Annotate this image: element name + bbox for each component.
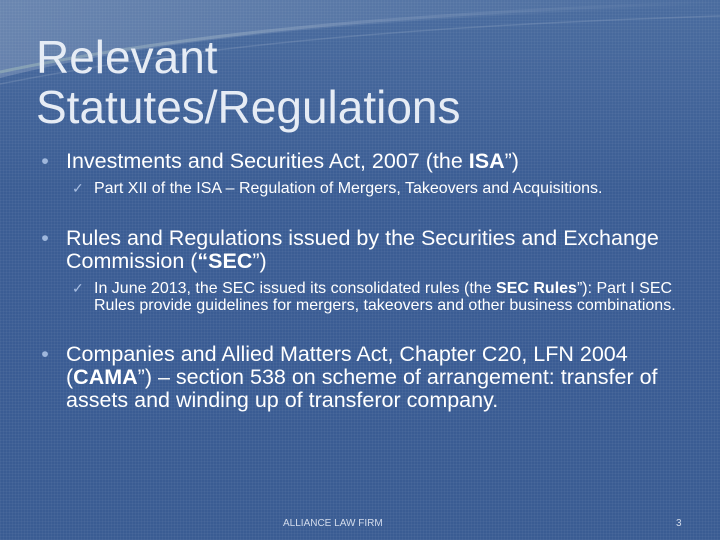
slide-body — [30, 150, 695, 412]
bullet-cama: • Companies and Allied Matters Act, Chapter C20, LFN 2004 (CAMA”) – section 538 on scheme of arrangement: transfer of assets and winding up of transferor company. — [30, 343, 695, 412]
bullet-dot-icon: • — [41, 342, 49, 366]
title-line-2: Statutes/Regulations — [36, 81, 461, 133]
title-line-1: Relevant — [36, 31, 218, 83]
footer-firm-name: ALLIANCE LAW FIRM — [283, 518, 383, 529]
sub-bullet-sec-2013: ✓ In June 2013, the SEC issued its consolidated rules (the SEC Rules”): Part I SEC Rules provide guidelines for mergers, takeovers and other business combinations. — [72, 280, 676, 314]
slide-number: 3 — [676, 518, 682, 529]
sub-bullet-isa-part-xii: ✓ Part XII of the ISA – Regulation of Mergers, Takeovers and Acquisitions. — [72, 180, 603, 197]
checkmark-icon: ✓ — [72, 280, 84, 296]
slide-title — [36, 32, 696, 132]
bullet-sec-rules: • Rules and Regulations issued by the Securities and Exchange Commission (“SEC”) — [30, 227, 695, 273]
bullet-isa: • Investments and Securities Act, 2007 (the ISA”) — [30, 150, 695, 173]
bullet-dot-icon: • — [41, 149, 49, 173]
slide-footer — [0, 516, 720, 532]
bullet-dot-icon: • — [41, 226, 49, 250]
checkmark-icon: ✓ — [72, 180, 84, 196]
